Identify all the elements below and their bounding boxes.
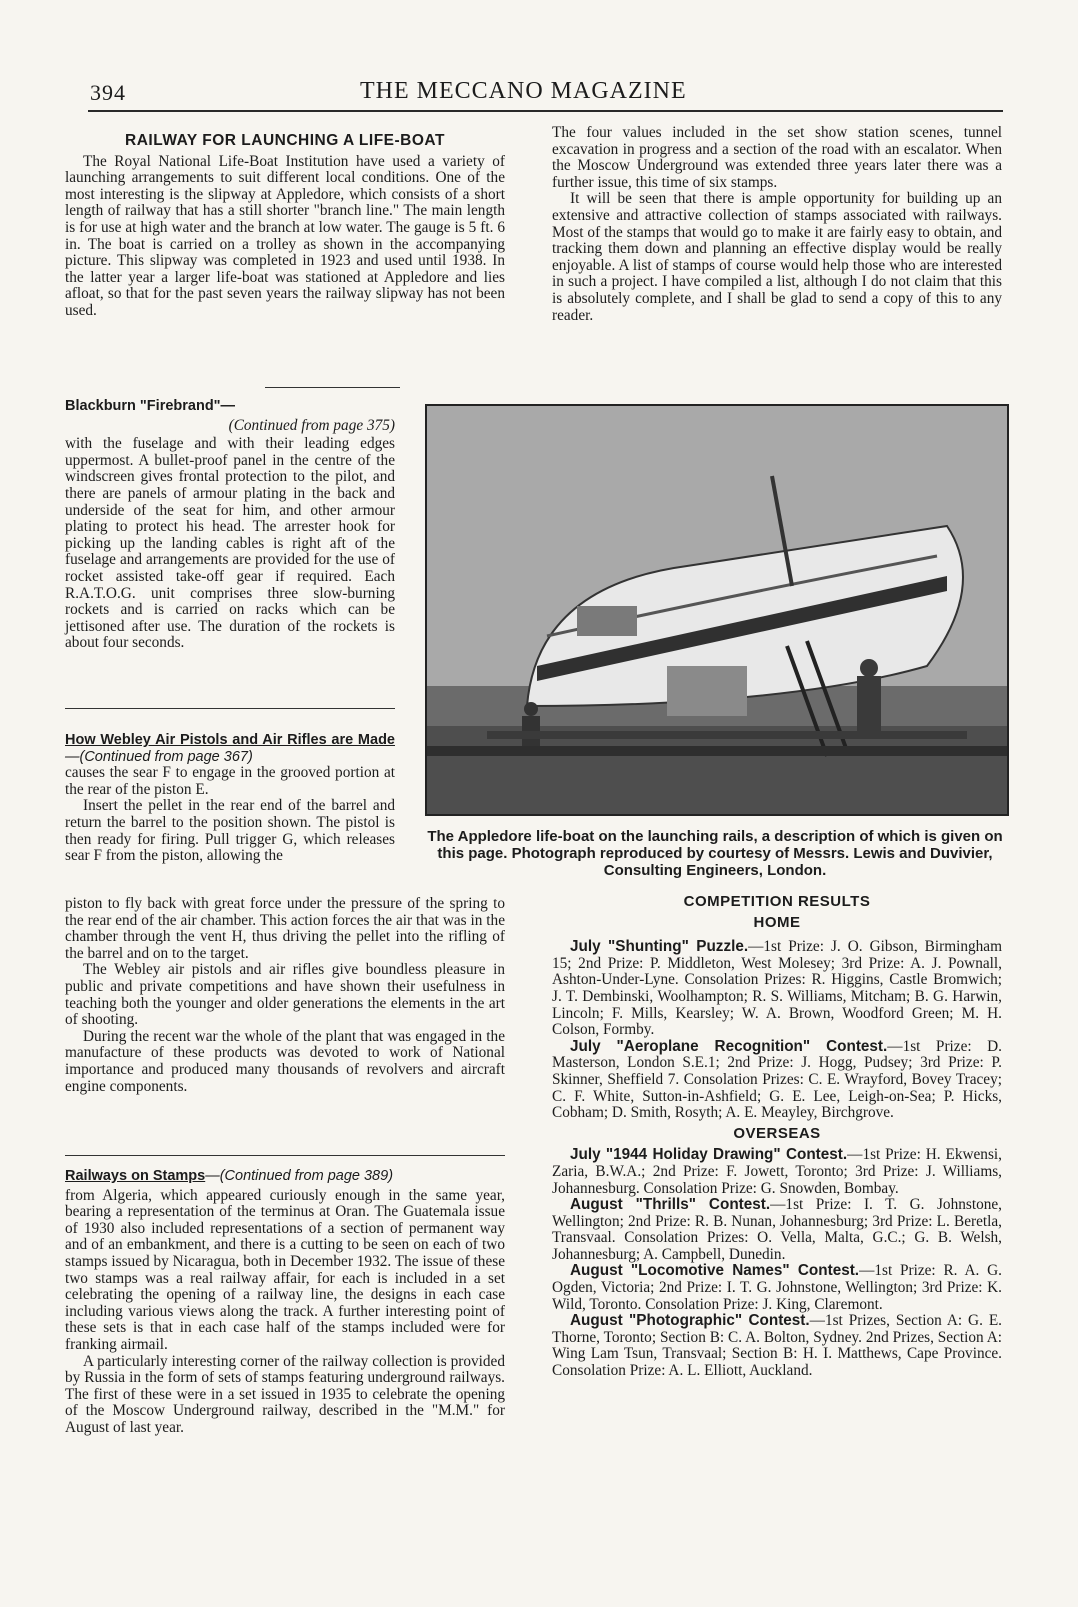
overseas-result-4-text: —1st Prizes, Section A: G. E. Thorne, Toronto; Section B: C. A. Bolton, Sydney. 2nd Prizes, Section A: Wing Lam Tsun, Transvaal; Section B: H. I. Matthews, Cape Province. Consolation Prize: A. L. Elliott, Auckland. (552, 1312, 1002, 1380)
webley-para-1: causes the sear F to engage in the grooved portion at the rear of the piston E. (65, 764, 395, 798)
overseas-result-3-text: —1st Prize: R. A. G. Ogden, Victoria; 2nd Prize: I. T. G. Johnstone, Wellington; 3rd Prize: K. Wild, Toronto. Consolation Prize: J. King, Claremont. (552, 1262, 1002, 1313)
competition-heading: COMPETITION RESULTS (683, 893, 871, 910)
home-result-2-title: July "Aeroplane Recognition" Contest. (570, 1037, 888, 1055)
overseas-result-2-text: —1st Prize: I. T. G. Johnstone, Wellington; 2nd Prize: R. B. Nunan, Johannesburg; 3rd Prize: L. Beretla, Transvaal. Consolation Prizes: O. Vella, Malta, G.C.; G. B. Welsh, Johannesburg; A. Campbell, Dunedin. (552, 1196, 1002, 1263)
webley-para-2: Insert the pellet in the rear end of the barrel and return the barrel to the position shown. The pistol is then ready for firing. Pull trigger G, which releases sear F from the piston, allowing the (65, 797, 395, 865)
lifeboat-illustration (427, 406, 1007, 814)
overseas-result-4-title: August "Photographic" Contest. (570, 1312, 810, 1330)
stamps-continued-column (552, 125, 1002, 324)
photo-caption: The Appledore life-boat on the launching rails, a description of which is given on this page. Photograph reproduced by courtesy of Messrs. Lewis and Duvivier, Consulting Engineers, London. (427, 828, 1003, 879)
stamps-para-1: from Algeria, which appeared curiously enough in the same year, bearing a representation of the terminus at Oran. The Guatemala issue of 1930 also included representations of a section of permanent way and of an embankment, and there is a cutting to be seen on each of two stamps issued by Nicaragua, both in December 1932. The issue of these two stamps was a real railway affair, for each is included in a set celebrating the opening of a railway line, the designs in each case including various views along the track. A further interesting point of these sets is that in each case half of the stamps included were for franking airmail. (65, 1186, 505, 1353)
overseas-result-1 (552, 1147, 1002, 1197)
lifeboat-body: The Royal National Life-Boat Institution have used a variety of launching arrangements to suit different local conditions. One of the most interesting is the slipway at Appledore, which consists of a short length of railway that has a still shorter "branch line." The main length is for use at high water and the branch at low water. The gauge is 5 ft. 6 in. The boat is carried on a trolley as shown in the accompanying picture. This slipway was completed in 1923 and used until 1938. In the latter year a larger life-boat was stationed at Appledore and lies afloat, so that for the past seven years the railway slipway has not been used. (65, 152, 505, 319)
lifeboat-heading: RAILWAY FOR LAUNCHING A LIFE-BOAT (125, 132, 445, 149)
overseas-result-4 (552, 1313, 1002, 1379)
home-result-1 (552, 939, 1002, 1039)
home-result-2-text: —1st Prize: D. Masterson, London S.E.1; 2nd Prize: J. Hogg, Pudsey; 3rd Prize: P. Skinner, Sheffield 7. Consolation Prizes: C. E. Wrayford, Bovey Tracey; C. F. White, Sutton-in-Ashfield; G. E. Lee, Leigh-on-Sea; P. Hicks, Cobham; D. Smith, Rosyth; A. E. Meayley, Birchgrove. (552, 1037, 1002, 1122)
stamps-right-para-2: It will be seen that there is ample opportunity for building up an extensive and attractive collection of stamps associated with railways. Most of the stamps that would go to make it are fairly easy to obtain, and tracking them down and planning an effective display would be really enjoyable. A list of stamps of course would help those who are interested in such a project. I have compiled a list, although I do not claim that this is absolutely complete, and I shall be glad to send a copy of this to any reader. (552, 190, 1002, 324)
section-rule (265, 387, 400, 388)
overseas-result-2 (552, 1197, 1002, 1263)
stamps-article (65, 1168, 505, 1437)
stamps-continued: —(Continued from page 389) (205, 1168, 394, 1184)
stamps-heading (65, 1168, 505, 1185)
blackburn-continued: (Continued from page 375) (228, 416, 395, 434)
section-rule (65, 708, 395, 709)
header-rule (88, 110, 1003, 112)
webley-article (65, 732, 395, 865)
stamps-para-2: A particularly interesting corner of the railway collection is provided by Russia in the form of sets of stamps featuring underground railways. The first of these were in a set issued in 1935 to celebrate the opening of the Moscow Underground railway, described in the "M.M." for August of last year. (65, 1352, 505, 1436)
section-rule (65, 1155, 505, 1156)
competition-results (552, 894, 1002, 1380)
overseas-result-3 (552, 1263, 1002, 1313)
overseas-result-2-title: August "Thrills" Contest. (570, 1196, 771, 1214)
webley-para-4: The Webley air pistols and air rifles give boundless pleasure in public and private competitions and have shown their usefulness in teaching both the younger and older generations the elements in the art of shooting. (65, 961, 505, 1029)
overseas-result-3-title: August "Locomotive Names" Contest. (570, 1262, 860, 1280)
home-result-2 (552, 1039, 1002, 1122)
webley-continued: —(Continued from page 367) (65, 748, 253, 765)
blackburn-heading: Blackburn "Firebrand"— (65, 398, 236, 414)
home-result-1-title: July "Shunting" Puzzle. (570, 938, 749, 956)
home-result-1-text: —1st Prize: J. O. Gibson, Birmingham 15; 2nd Prize: P. Middleton, West Molesey; 3rd Prize: A. J. Pownall, Ashton-Under-Lyne. Consolation Prizes: R. Higgins, Castle Bromwich; J. T. Dembinski, Woolhampton; R. S. Williams, Mitcham; B. G. Harwin, Lincoln; F. Mills, Kearsley; W. A. Brown, Woodford Green; M. H. Colson, Formby. (552, 938, 1002, 1039)
stamps-title: Railways on Stamps (65, 1168, 206, 1184)
webley-heading (65, 732, 395, 765)
blackburn-article (65, 398, 395, 652)
webley-para-5: During the recent war the whole of the plant that was engaged in the manufacture of these products was devoted to work of National importance and produced many thousands of revolvers and aircraft engine components. (65, 1027, 505, 1095)
page-number: 394 (90, 80, 126, 105)
magazine-title: THE MECCANO MAGAZINE (360, 78, 687, 104)
lifeboat-photo (425, 404, 1009, 816)
stamps-right-para-1: The four values included in the set show station scenes, tunnel excavation in progress and a section of the road with an escalator. When the Moscow Underground was extended three years later there was a further issue, this time of six stamps. (552, 124, 1002, 191)
blackburn-body: with the fuselage and with their leading edges uppermost. A bullet-proof panel in the centre of the windscreen gives frontal protection to the pilot, and there are panels of armour plating in the back and underside of the seat for him, and other armour plating to protect his head. The arrester hook for picking up the landing cables is right aft of the fuselage and arrangements are provided for the use of rocket assisted take-off gear if required. Each R.A.T.O.G. unit comprises three slow-burning rockets and is carried on racks which can be jettisoned after use. The duration of the rockets is about four seconds. (65, 435, 395, 652)
webley-title: How Webley Air Pistols and Air Rifles are Made (65, 732, 395, 748)
overseas-heading: OVERSEAS (733, 1124, 821, 1142)
overseas-result-1-text: —1st Prize: H. Ekwensi, Zaria, B.W.A.; 2nd Prize: F. Jowett, Toronto; 3rd Prize: J. Williams, Johannesburg. Consolation Prize: G. Snowden, Bombay. (552, 1146, 1002, 1197)
home-heading: HOME (753, 913, 801, 931)
webley-para-3: piston to fly back with great force under the pressure of the spring to the rear end of the air chamber. This action forces the air that was in the chamber through the vent H, thus driving the pellet into the rifling of the barrel and on to the target. (65, 895, 505, 962)
lifeboat-article (65, 133, 505, 320)
overseas-result-1-title: July "1944 Holiday Drawing" Contest. (570, 1146, 848, 1164)
webley-article-wide (65, 896, 505, 1095)
